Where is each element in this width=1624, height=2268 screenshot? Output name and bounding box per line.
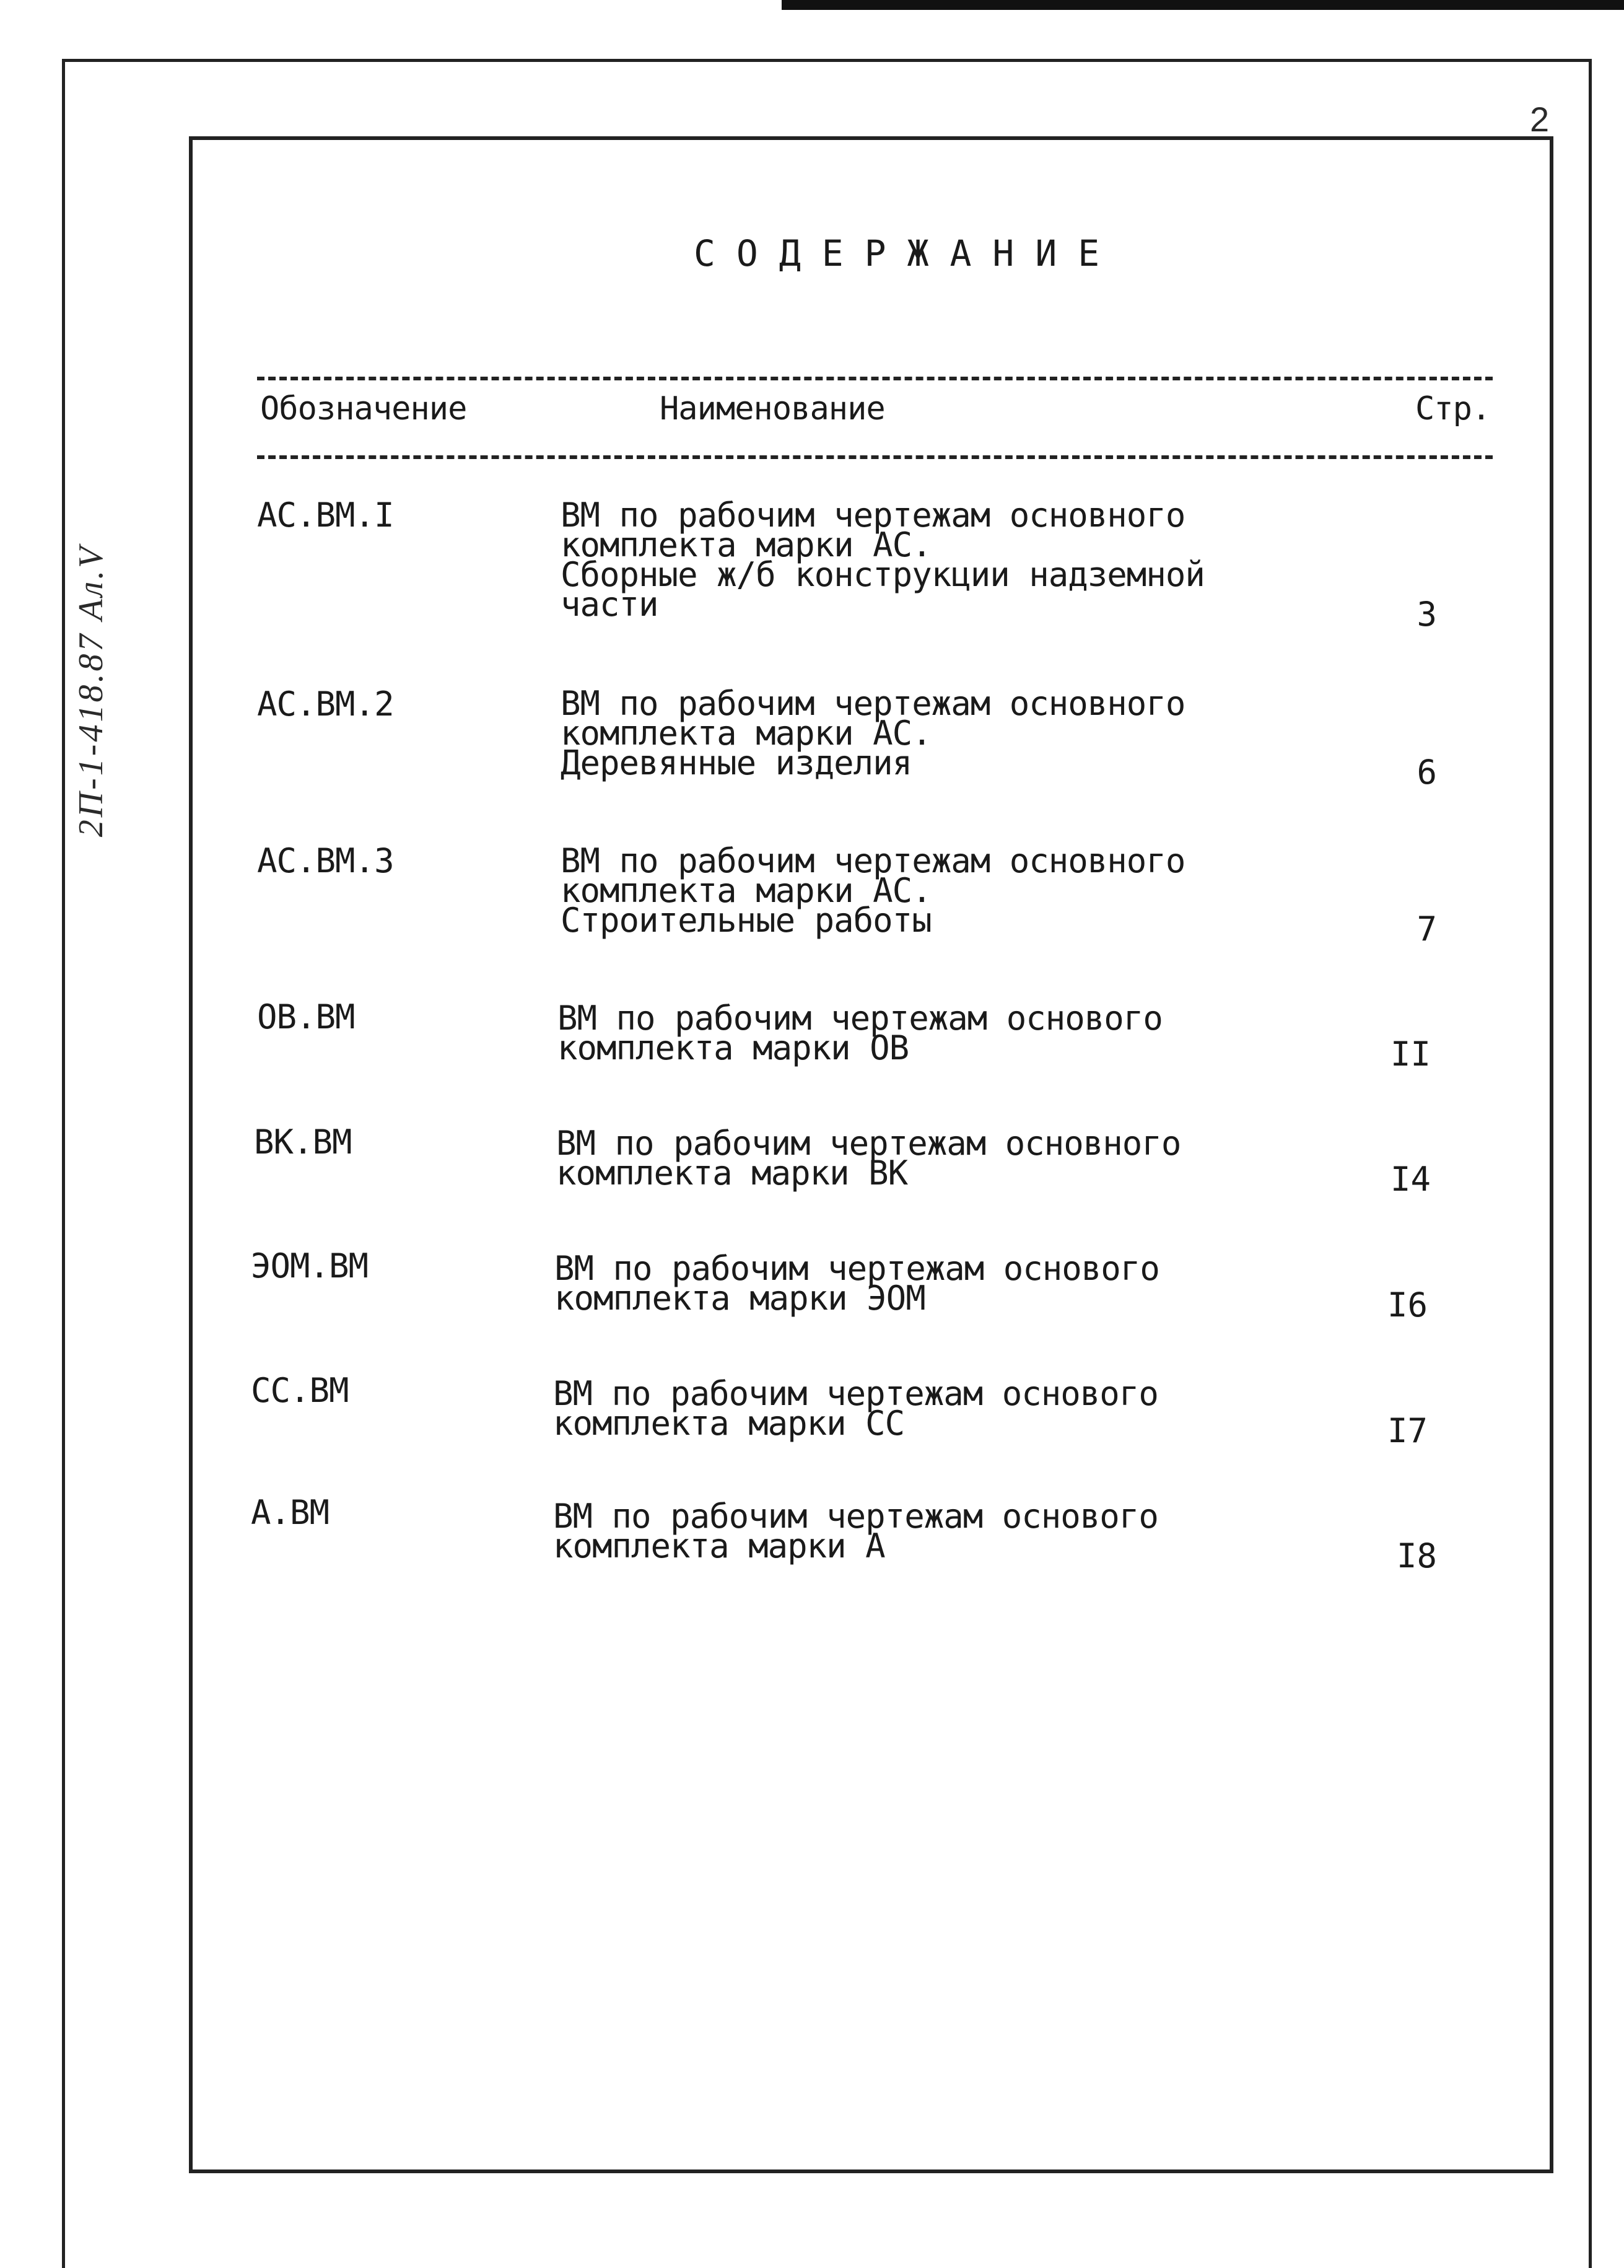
- row-code: ОВ.ВМ: [257, 997, 355, 1036]
- row-name-line: ВМ по рабочим чертежам основного: [561, 496, 1185, 535]
- row-name: [561, 496, 1205, 624]
- row-name-line: ВМ по рабочим чертежам основого: [554, 1249, 1159, 1288]
- row-name-line: комплекта марки ОВ: [557, 1028, 909, 1067]
- column-header-page: Стр.: [1415, 390, 1491, 427]
- row-name-line: комплекта марки АС.: [561, 714, 932, 753]
- scan-edge-bar: [782, 0, 1624, 10]
- row-page: 7: [1417, 909, 1437, 948]
- row-name: [556, 1124, 1181, 1193]
- row-name: [553, 1497, 1158, 1565]
- row-code: А.ВМ: [251, 1493, 330, 1532]
- row-page: I6: [1387, 1285, 1428, 1324]
- row-name-line: части: [561, 585, 658, 624]
- row-name-line: Строительные работы: [561, 901, 932, 940]
- row-name-line: ВМ по рабочим чертежам основого: [557, 999, 1163, 1038]
- row-code: АС.ВМ.2: [257, 685, 394, 724]
- row-page: I7: [1387, 1411, 1428, 1450]
- row-code: ВК.ВМ: [254, 1123, 352, 1162]
- row-name: [557, 999, 1163, 1067]
- row-page: 6: [1417, 753, 1437, 792]
- row-page: I8: [1396, 1536, 1437, 1575]
- row-code: СС.ВМ: [251, 1371, 349, 1410]
- page-number: 2: [1530, 100, 1550, 139]
- row-name-line: комплекта марки АС.: [561, 525, 932, 564]
- row-name-line: комплекта марки АС.: [561, 871, 932, 910]
- page-title: СОДЕРЖАНИЕ: [694, 232, 1121, 274]
- row-name: [553, 1374, 1158, 1443]
- row-name-line: комплекта марки А: [553, 1526, 885, 1565]
- row-code: АС.ВМ.3: [257, 841, 394, 880]
- header-top-rule: [257, 377, 1493, 380]
- row-name: [554, 1249, 1159, 1318]
- header-bottom-rule: [257, 455, 1493, 459]
- row-name-line: комплекта марки ВК: [556, 1154, 908, 1193]
- row-name-line: Деревянные изделия: [561, 743, 912, 782]
- row-name-line: ВМ по рабочим чертежам основного: [561, 841, 1185, 880]
- row-code: ЭОМ.ВМ: [251, 1246, 369, 1285]
- column-header-code: Обозначение: [260, 390, 467, 427]
- row-name: [561, 841, 1185, 940]
- row-name-line: ВМ по рабочим чертежам основого: [553, 1497, 1158, 1536]
- row-page: 3: [1417, 595, 1437, 634]
- column-header-name: Наименование: [660, 390, 885, 427]
- row-name-line: комплекта марки СС: [553, 1404, 905, 1443]
- row-name-line: ВМ по рабочим чертежам основного: [561, 684, 1185, 723]
- row-code: АС.ВМ.I: [257, 496, 394, 535]
- document-code: 2П-1-418.87 Ал.V: [72, 544, 110, 838]
- row-page: I4: [1390, 1160, 1431, 1199]
- row-name-line: ВМ по рабочим чертежам основного: [556, 1124, 1181, 1163]
- row-name-line: Сборные ж/б конструкции надземной: [561, 555, 1205, 594]
- row-name-line: комплекта марки ЭОМ: [554, 1279, 925, 1318]
- row-page: II: [1390, 1035, 1431, 1074]
- row-name: [561, 684, 1185, 782]
- row-name-line: ВМ по рабочим чертежам основого: [553, 1374, 1158, 1413]
